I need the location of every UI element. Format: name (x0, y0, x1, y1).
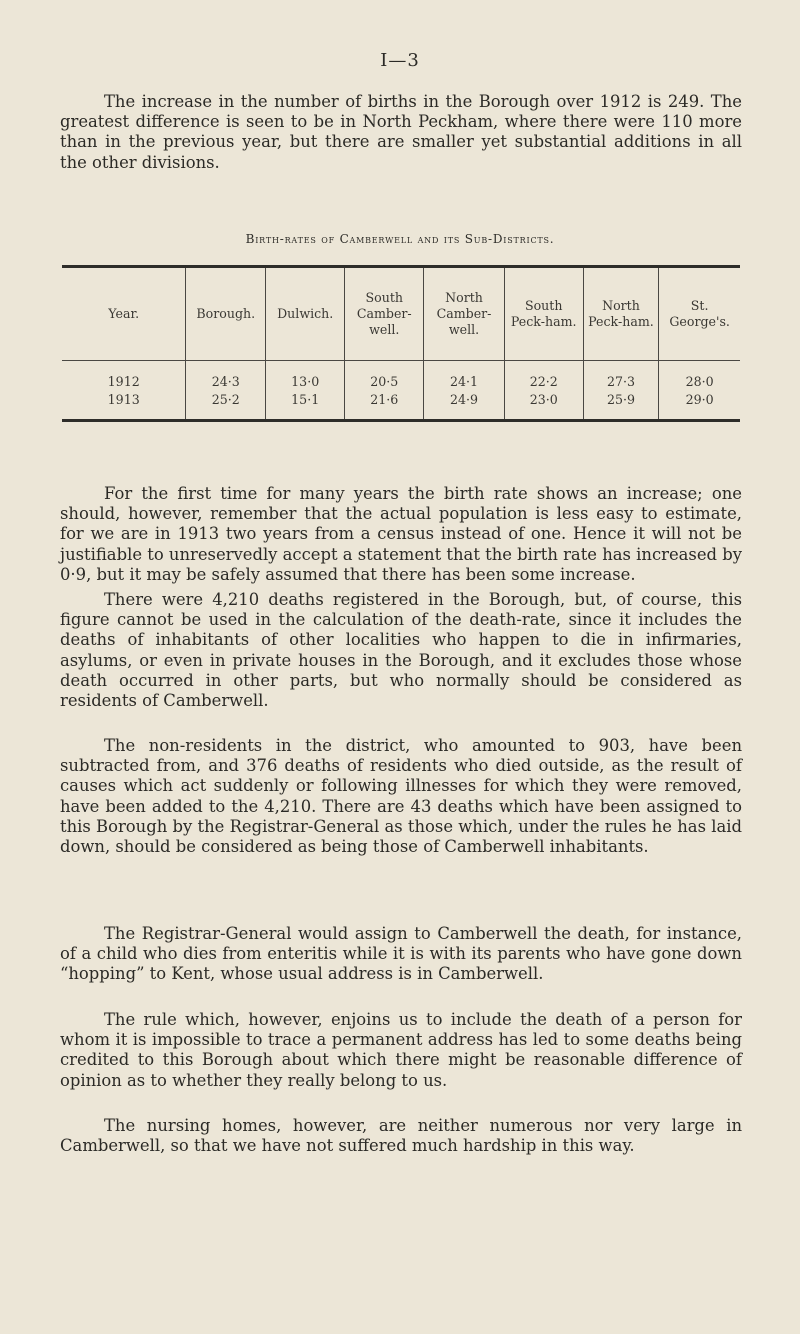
header-south-peckham: South Peck-ham. (504, 267, 583, 361)
cell-south-peckham: 23·0 (504, 391, 583, 421)
header-south-camberwell: South Camber-well. (345, 267, 424, 361)
header-dulwich: Dulwich. (266, 267, 345, 361)
page-number: I—3 (380, 50, 420, 71)
cell-year: 1912 (107, 374, 140, 389)
cell-south-peckham: 22·2 (504, 361, 583, 392)
header-borough: Borough. (186, 267, 266, 361)
cell-south-camberwell: 20·5 (345, 361, 424, 392)
body-paragraph: The non-residents in the district, who amounted to 903, have been subtracted from, and 376 deaths of residents who died outside, as the result of causes which act suddenly or following illnesses for which they were removed, have been added to the 4,210. There are 43 deaths which have been assigned to this Borough by the Registrar-General as those which, under the rules he has laid down, should be considered as being those of Camberwell inhabitants. (60, 736, 742, 857)
body-paragraph: There were 4,210 deaths registered in the Borough, but, of course, this figure cannot be used in the calculation of the death-rate, since it includes the deaths of inhabitants of other localities who happen to die in infirmaries, asylums, or even in private houses in the Borough, and it excludes those whose death occurred in other parts, but who normally should be considered as residents of Camberwell. (60, 590, 742, 711)
birth-rates-table (62, 265, 740, 422)
cell-st-georges: 29·0 (659, 391, 740, 421)
body-paragraph: The rule which, however, enjoins us to include the death of a person for whom it is impossible to trace a permanent address has led to some deaths being credited to this Borough about which there might be reasonable difference of opinion as to whether they really belong to us. (60, 1010, 742, 1090)
table-row (62, 391, 740, 421)
cell-st-georges: 28·0 (659, 361, 740, 392)
cell-borough: 24·3 (186, 361, 266, 392)
cell-south-camberwell: 21·6 (345, 391, 424, 421)
table-header-row (62, 267, 740, 361)
header-st-georges: St. George's. (659, 267, 740, 361)
intro-paragraph: The increase in the number of births in the Borough over 1912 is 249. The greatest difference is seen to be in North Peckham, where there were 110 more than in the previous year, but there are smaller yet substantial additions in all the other divisions. (60, 92, 742, 172)
table-caption: Birth-rates of Camberwell and its Sub-Districts. (245, 232, 555, 246)
cell-north-peckham: 25·9 (583, 391, 659, 421)
cell-year: 1913 (62, 391, 186, 421)
table-row (62, 361, 740, 392)
body-paragraph: The Registrar-General would assign to Camberwell the death, for instance, of a child who dies from enteritis while it is with its parents who have gone down “hopping” to Kent, whose usual address is in Camberwell. (60, 924, 742, 984)
cell-north-peckham: 27·3 (583, 361, 659, 392)
header-north-peckham: North Peck-ham. (583, 267, 659, 361)
cell-dulwich: 15·1 (266, 391, 345, 421)
header-year: Year. (62, 267, 186, 361)
cell-north-camberwell: 24·9 (424, 391, 505, 421)
body-paragraph: The nursing homes, however, are neither numerous nor very large in Camberwell, so that we have not suffered much hardship in this way. (60, 1116, 742, 1156)
body-paragraph: For the first time for many years the birth rate shows an increase; one should, however, remember that the actual population is less easy to estimate, for we are in 1913 two years from a census instead of one. Hence it will not be justifiable to unreservedly accept a statement that the birth rate has increased by 0·9, but it may be safely assumed that there has been some increase. (60, 484, 742, 584)
header-north-camberwell: North Camber-well. (424, 267, 505, 361)
cell-borough: 25·2 (186, 391, 266, 421)
cell-north-camberwell: 24·1 (424, 361, 505, 392)
cell-dulwich: 13·0 (266, 361, 345, 392)
